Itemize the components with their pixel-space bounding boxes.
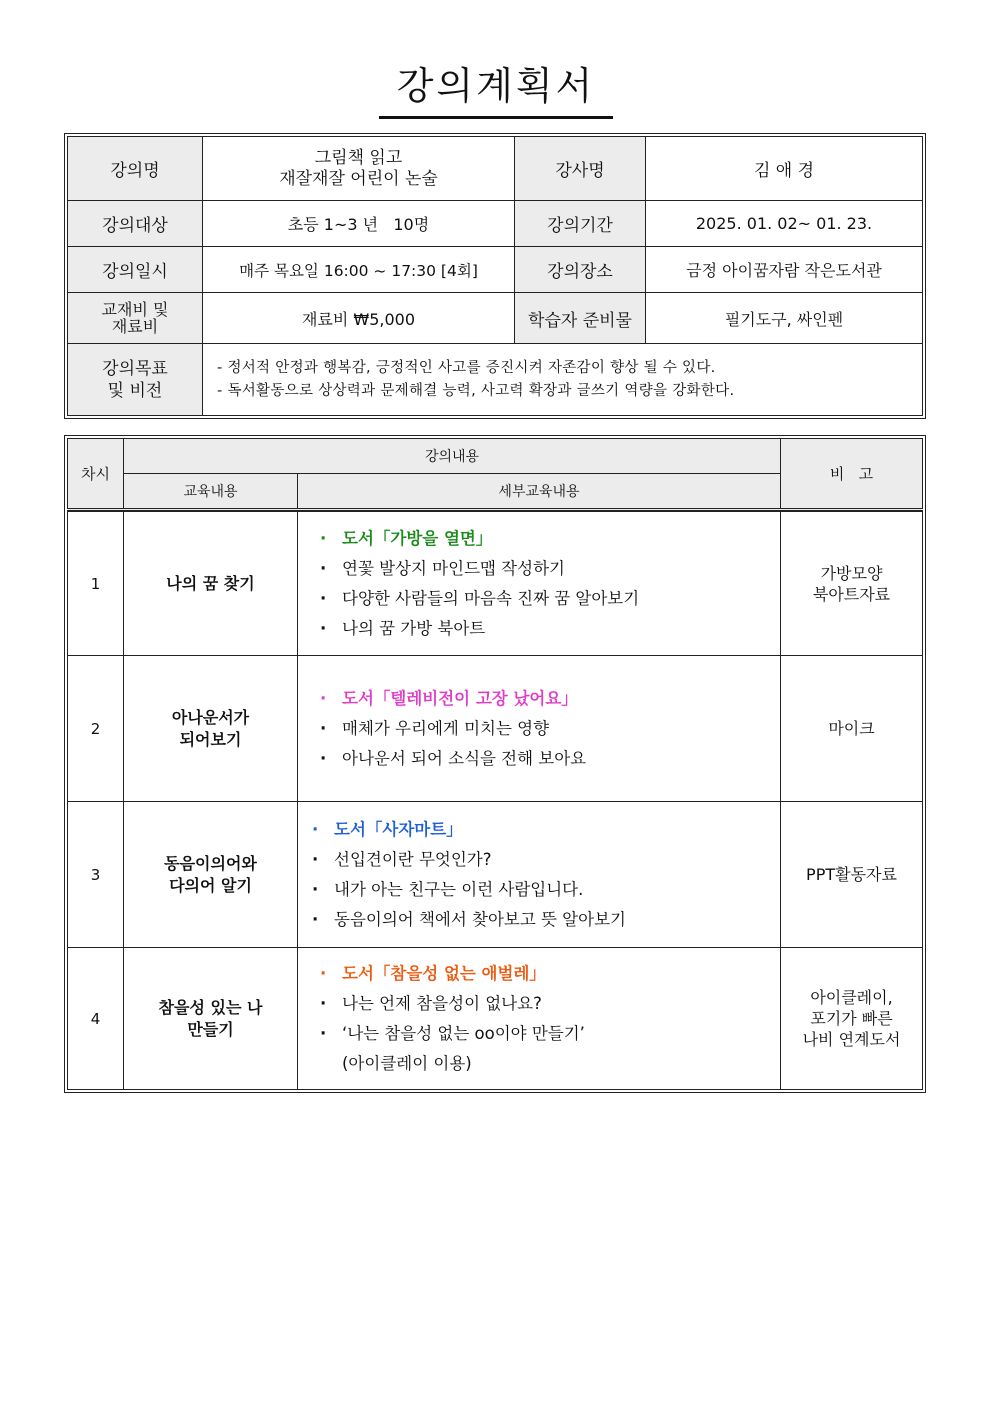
note-line1: 가방모양: [820, 563, 883, 583]
table-row: [68, 512, 923, 656]
detail-item: · ‘나는 참을성 없는 oo이야 만들기’: [320, 1019, 780, 1049]
edu-topic: [124, 656, 298, 802]
prep-label: 학습자 준비물: [515, 293, 646, 344]
schedule-value: 매주 목요일 16:00 ~ 17:30 [4회]: [203, 247, 515, 293]
detail-item: · 매체가 우리에게 미치는 영향: [320, 714, 780, 744]
edu-topic-line1: 아나운서가: [171, 707, 250, 727]
detail-item-continuation: (아이클레이 이용): [342, 1053, 472, 1073]
lecture-name-label: 강의명: [68, 137, 203, 201]
info-table-frame: [64, 133, 926, 419]
material-fee-label-line1: 교재비 및: [101, 300, 169, 319]
detail-item: · 동음이의어 책에서 찾아보고 뜻 알아보기: [312, 905, 780, 935]
edu-topic-line2: 만들기: [187, 1019, 234, 1039]
note-line1: PPT활동자료: [806, 865, 897, 884]
book-title: · 도서「사자마트」: [312, 815, 780, 845]
detail-list: [298, 802, 781, 948]
note: [781, 802, 923, 948]
book-title: · 도서「가방을 열면」: [320, 524, 780, 554]
edu-topic-line1: 동음이의어와: [164, 853, 257, 873]
book-title: · 도서「참을성 없는 애벌레」: [320, 959, 780, 989]
note-line3: 나비 연계도서: [802, 1030, 901, 1049]
detail-list: [298, 512, 781, 656]
table-row: [68, 656, 923, 802]
note: [781, 512, 923, 656]
title-area: [0, 62, 992, 119]
edu-header: 교육내용: [124, 474, 298, 510]
content-header: 강의내용: [124, 439, 781, 474]
material-fee-label: [68, 293, 203, 344]
session-number: 1: [68, 512, 124, 656]
lecture-name-line1: 그림책 읽고: [314, 147, 403, 168]
session-number: 2: [68, 656, 124, 802]
edu-topic: [124, 948, 298, 1090]
session-number: 3: [68, 802, 124, 948]
table-row: [68, 802, 923, 948]
period-value: 2025. 01. 02~ 01. 23.: [646, 201, 923, 247]
plan-table: [67, 438, 923, 1090]
detail-list: [298, 948, 781, 1090]
edu-topic-line1: 참을성 있는 나: [158, 997, 263, 1017]
detail-item: · 나는 언제 참을성이 없나요?: [320, 989, 780, 1019]
target-label: 강의대상: [68, 201, 203, 247]
book-title: · 도서「텔레비전이 고장 났어요」: [320, 684, 780, 714]
goal-label-line2: 및 비전: [107, 380, 163, 401]
material-fee-label-line2: 재료비: [111, 317, 159, 336]
note-header: 비 고: [781, 439, 923, 510]
session-number: 4: [68, 948, 124, 1090]
info-table: [67, 136, 923, 416]
edu-topic: [124, 802, 298, 948]
detail-header: 세부교육내용: [298, 474, 781, 510]
goal-label: [68, 344, 203, 416]
note-line1: 마이크: [828, 719, 875, 738]
instructor-name: 김 애 경: [646, 137, 923, 201]
detail-item: · 아나운서 되어 소식을 전해 보아요: [320, 744, 780, 774]
edu-topic: [124, 512, 298, 656]
page-title: 강의계획서: [379, 62, 614, 119]
note-line2: 포기가 빠른: [810, 1009, 893, 1028]
place-value: 금정 아이꿈자람 작은도서관: [646, 247, 923, 293]
note: [781, 948, 923, 1090]
table-row: [68, 948, 923, 1090]
goal-line2: - 독서활동으로 상상력과 문제해결 능력, 사고력 확장과 글쓰기 역량을 강화한다.: [217, 382, 735, 399]
edu-topic-line1: 나의 꿈 찾기: [166, 573, 255, 593]
target-value: 초등 1~3 년 10명: [203, 201, 515, 247]
edu-topic-line2: 다의어 알기: [169, 875, 252, 895]
note-line2: 북아트자료: [812, 584, 891, 604]
goal-text: [203, 344, 923, 416]
material-fee-value: 재료비 ₩5,000: [203, 293, 515, 344]
detail-list: [298, 656, 781, 802]
plan-table-frame: [64, 435, 926, 1093]
detail-item: · 나의 꿈 가방 북아트: [320, 614, 780, 644]
goal-line1: - 정서적 안정과 행복감, 긍정적인 사고를 증진시켜 자존감이 향상 될 수 있다.: [217, 359, 716, 376]
schedule-label: 강의일시: [68, 247, 203, 293]
place-label: 강의장소: [515, 247, 646, 293]
lecture-name: [203, 137, 515, 201]
edu-topic-line2: 되어보기: [179, 729, 242, 749]
lecture-name-line2: 재잘재잘 어린이 논술: [279, 168, 438, 189]
instructor-label: 강사명: [515, 137, 646, 201]
goal-label-line1: 강의목표: [102, 358, 168, 379]
detail-item: · 연꽃 발상지 마인드맵 작성하기: [320, 554, 780, 584]
detail-item: · 선입견이란 무엇인가?: [312, 845, 780, 875]
session-header: 차시: [68, 439, 124, 510]
period-label: 강의기간: [515, 201, 646, 247]
note: [781, 656, 923, 802]
detail-item: · 내가 아는 친구는 이런 사람입니다.: [312, 875, 780, 905]
detail-item: · 다양한 사람들의 마음속 진짜 꿈 알아보기: [320, 584, 780, 614]
note-line1: 아이클레이,: [810, 988, 893, 1007]
prep-value: 필기도구, 싸인펜: [646, 293, 923, 344]
